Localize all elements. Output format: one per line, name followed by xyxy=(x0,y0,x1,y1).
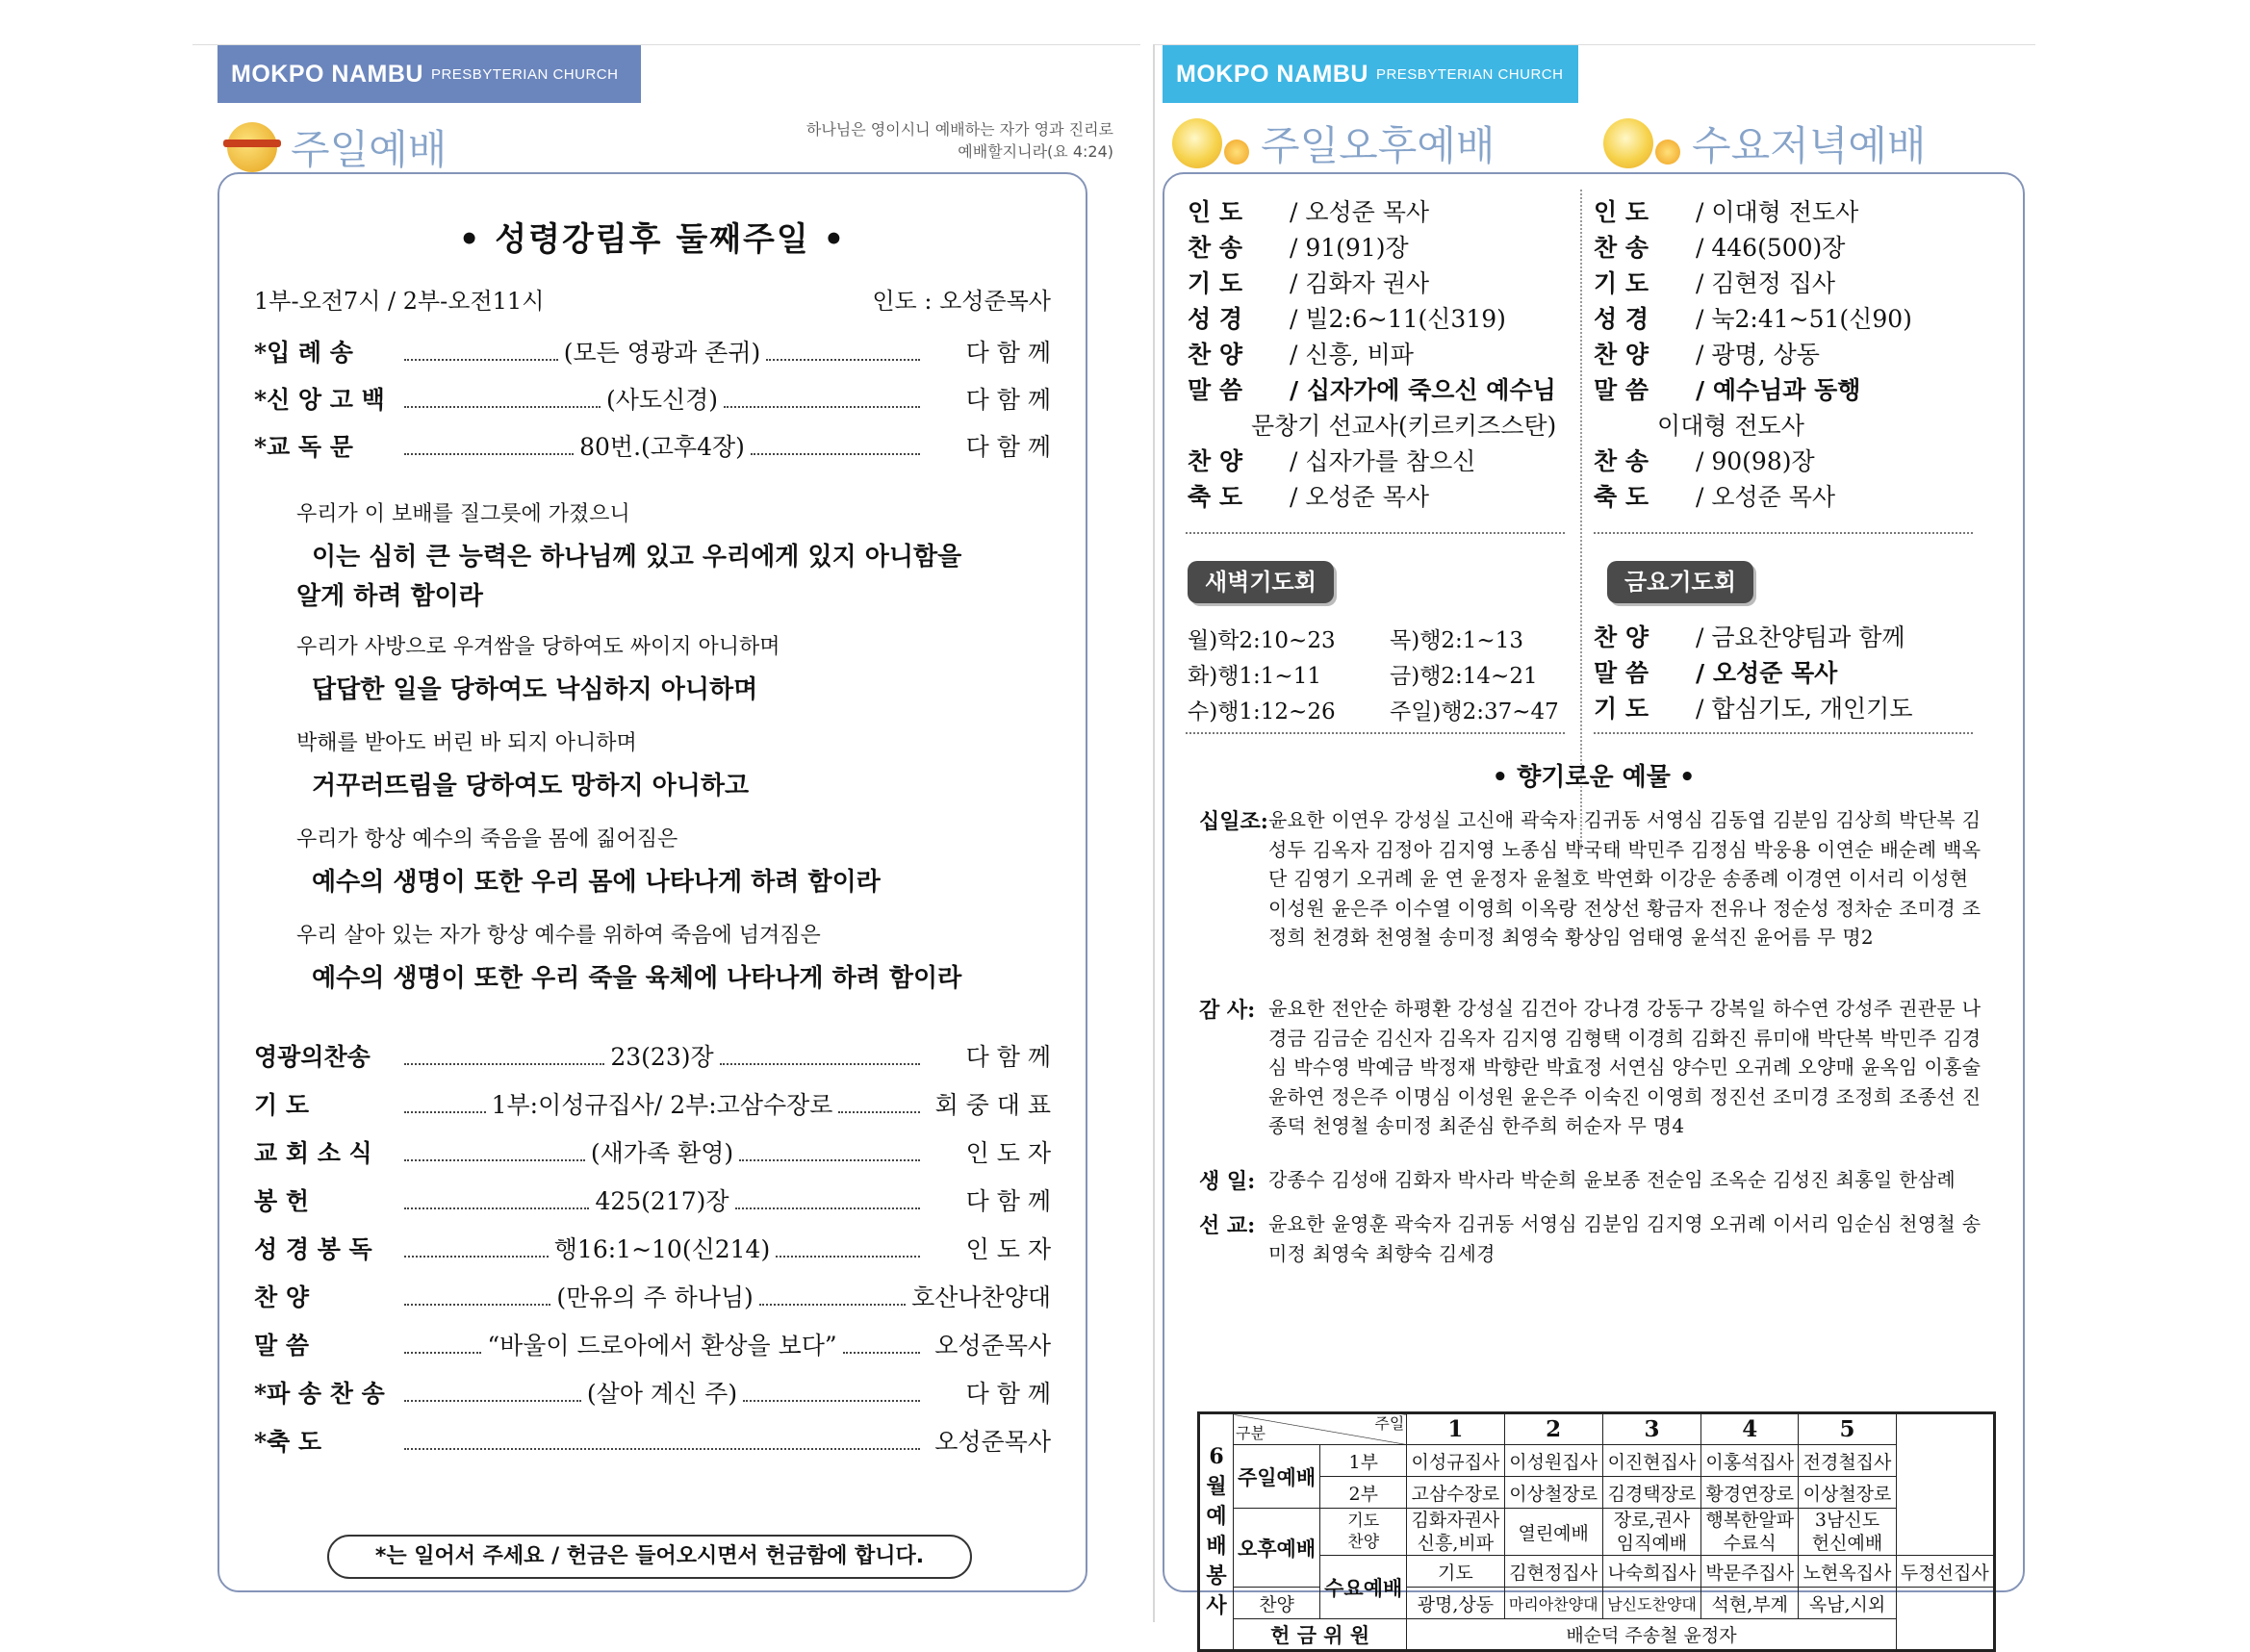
order-label: *신 앙 고 백 xyxy=(254,386,385,414)
scripture-verse xyxy=(806,118,1113,163)
sub-label: 2부 xyxy=(1320,1477,1407,1509)
order-value: / 김화자 권사 xyxy=(1290,269,1430,297)
banner-bold: MOKPO NAMBU xyxy=(1176,60,1368,88)
leader-dots xyxy=(838,1104,920,1113)
offering-group xyxy=(1199,1209,1984,1268)
leader-dots xyxy=(404,1055,604,1065)
friday-prayer-label: 금요기도회 xyxy=(1607,561,1753,603)
order-key: 말 씀 xyxy=(1188,376,1243,404)
leader-dots xyxy=(776,1248,920,1258)
order-value: / 김현정 집사 xyxy=(1696,269,1836,297)
order-value: / 십자가에 죽으신 예수님 xyxy=(1290,376,1556,404)
finance-label: 헌 금 위 원 xyxy=(1234,1619,1407,1651)
order-line xyxy=(1188,265,1556,300)
duty-cell: 남신도찬양대 xyxy=(1602,1588,1700,1619)
friday-order xyxy=(1594,619,1912,725)
order-value: / 91(91)장 xyxy=(1290,234,1409,262)
order-line xyxy=(1594,619,1912,654)
candle-small-icon xyxy=(1224,140,1249,165)
order-key: 말 씀 xyxy=(1594,659,1649,687)
corner-cell xyxy=(1234,1413,1407,1445)
sub-label xyxy=(1320,1509,1407,1556)
offering-type: 감 사: xyxy=(1199,998,1256,1023)
order-performer: 인 도 자 xyxy=(965,1139,1051,1167)
service-duty-table xyxy=(1197,1411,1996,1652)
reading-line: 예수의 생명이 또한 우리 죽을 육체에 나타나게 하려 함이라 xyxy=(312,964,962,993)
dawn-reading: 목)행2:1~13 xyxy=(1390,628,1523,653)
order-key: 찬 양 xyxy=(1594,341,1649,369)
duty-cell: 석현,부계 xyxy=(1701,1588,1799,1619)
order-value: / 90(98)장 xyxy=(1696,447,1815,475)
order-line xyxy=(1594,229,1912,265)
candle-small-icon xyxy=(1655,140,1680,165)
order-performer: 인 도 자 xyxy=(965,1235,1051,1263)
reading-line: 우리 살아 있는 자가 항상 예수를 위하여 죽음에 넘겨짐은 xyxy=(296,924,821,948)
order-item: “바울이 드로아에서 환상을 보다” xyxy=(487,1332,837,1360)
order-row xyxy=(254,1231,1051,1265)
order-value: / 금요찬양팀과 함께 xyxy=(1696,623,1905,651)
reading-line: 우리가 이 보배를 질그릇에 가졌으니 xyxy=(296,502,630,526)
duty-cell: 김경택장로 xyxy=(1602,1477,1700,1509)
duty-cell: 이성원집사 xyxy=(1504,1445,1602,1477)
order-line xyxy=(1188,371,1556,407)
offering-group xyxy=(1199,1165,1984,1195)
order-line xyxy=(1594,478,1912,514)
order-row xyxy=(254,334,1051,369)
duty-cell xyxy=(1701,1509,1799,1556)
dawn-reading: 화)행1:1~11 xyxy=(1188,664,1321,689)
week-header: 2 xyxy=(1504,1413,1602,1445)
order-label: 봉 헌 xyxy=(254,1187,310,1215)
leader-dots xyxy=(843,1344,920,1354)
duty-line: 수료식 xyxy=(1723,1533,1777,1554)
leader-dots xyxy=(404,1104,486,1113)
dawn-reading: 월)학2:10~23 xyxy=(1188,628,1336,653)
reading-line: 예수의 생명이 또한 우리 몸에 나타나게 하려 함이라 xyxy=(312,868,881,897)
service-times-row xyxy=(254,282,1051,316)
order-row xyxy=(254,1086,1051,1121)
candle-icon xyxy=(1603,118,1653,168)
sub-label: 1부 xyxy=(1320,1445,1407,1477)
order-performer: 다 함 께 xyxy=(965,386,1052,414)
order-line xyxy=(1594,443,1912,478)
duty-cell xyxy=(1602,1509,1700,1556)
leader-dots xyxy=(720,1055,920,1065)
afternoon-service-title: 주일오후예배 xyxy=(1261,122,1496,169)
church-banner-left xyxy=(217,45,641,103)
order-row xyxy=(254,1423,1051,1458)
duty-line: 헌신예배 xyxy=(1811,1533,1883,1554)
order-performer: 다 함 께 xyxy=(965,1043,1051,1071)
order-value: 문창기 선교사(키르키즈스탄) xyxy=(1251,412,1557,440)
order-performer: 오성준목사 xyxy=(934,1428,1051,1456)
reading-line: 이는 심히 큰 능력은 하나님께 있고 우리에게 있지 아니함을 xyxy=(312,543,962,572)
leader-dots xyxy=(759,1296,906,1306)
duty-cell xyxy=(1799,1509,1896,1556)
sunday-row-label: 주일예배 xyxy=(1234,1445,1320,1509)
leader-dots xyxy=(404,398,601,408)
order-key: 찬 양 xyxy=(1188,341,1243,369)
sub-label: 찬양 xyxy=(1234,1588,1320,1619)
order-performer: 호산나찬양대 xyxy=(911,1283,1052,1311)
order-line xyxy=(1594,407,1912,443)
wednesday-row-label: 수요예배 xyxy=(1320,1556,1407,1619)
order-key: 기 도 xyxy=(1594,695,1649,723)
order-item: (살아 계신 주) xyxy=(586,1380,738,1408)
divider xyxy=(1186,532,1565,534)
order-line xyxy=(1594,193,1912,229)
order-performer: 다 함 께 xyxy=(965,433,1051,461)
verse-line: 하나님은 영이시니 예배하는 자가 영과 진리로 xyxy=(805,120,1113,139)
order-value: / 446(500)장 xyxy=(1696,234,1846,262)
reading-line: 박해를 받아도 버린 바 되지 아니하며 xyxy=(296,731,637,755)
dawn-reading: 수)행1:12~26 xyxy=(1188,699,1336,724)
duty-line: 김화자권사 xyxy=(1411,1510,1500,1531)
order-key: 인 도 xyxy=(1594,198,1649,226)
order-key: 성 경 xyxy=(1188,305,1243,333)
order-performer: 다 함 께 xyxy=(965,1187,1051,1215)
offering-group xyxy=(1199,805,1984,953)
order-value: / 오성준 목사 xyxy=(1696,659,1838,687)
order-key: 찬 양 xyxy=(1594,623,1649,651)
duty-cell: 고삼수장로 xyxy=(1407,1477,1504,1509)
order-row xyxy=(254,1134,1051,1169)
wednesday-service-title: 수요저녁예배 xyxy=(1692,122,1927,169)
offering-type: 십일조: xyxy=(1199,809,1268,834)
order-key: 기 도 xyxy=(1594,269,1649,297)
reading-line: 답답한 일을 당하여도 낙심하지 아니하며 xyxy=(312,675,758,704)
leader-dots xyxy=(751,445,920,455)
order-key: 인 도 xyxy=(1188,198,1243,226)
order-value: / 오성준 목사 xyxy=(1290,483,1430,511)
order-label: *파 송 찬 송 xyxy=(254,1380,385,1408)
duty-cell: 노현옥집사 xyxy=(1799,1556,1896,1588)
leader-dots xyxy=(404,1200,589,1209)
corner-bottom: 구분 xyxy=(1236,1424,1266,1442)
leader-dots xyxy=(724,398,920,408)
church-banner-right xyxy=(1163,45,1578,103)
order-label: *교 독 문 xyxy=(254,433,353,461)
duty-line: 장로,권사 xyxy=(1613,1510,1691,1531)
dawn-reading: 금)행2:14~21 xyxy=(1390,664,1538,689)
offering-group xyxy=(1199,994,1984,1141)
duty-line: 신흥,비파 xyxy=(1417,1533,1495,1554)
left-page xyxy=(192,44,1140,1603)
sunday-service-heading xyxy=(227,118,447,176)
banner-bold: MOKPO NAMBU xyxy=(231,60,423,88)
week-header: 4 xyxy=(1701,1413,1799,1445)
wednesday-service-heading xyxy=(1603,114,1926,172)
dawn-row xyxy=(1188,623,1559,658)
order-value: / 오성준 목사 xyxy=(1696,483,1836,511)
order-value: / 십자가를 참으신 xyxy=(1290,447,1476,475)
reading-line: 거꾸러뜨림을 당하여도 망하지 아니하고 xyxy=(312,772,750,801)
leader-dots xyxy=(404,1296,550,1306)
order-value: / 예수님과 동행 xyxy=(1696,376,1861,404)
duty-cell: 이진현집사 xyxy=(1602,1445,1700,1477)
banner-small: PRESBYTERIAN CHURCH xyxy=(1375,65,1564,83)
order-row xyxy=(254,428,1051,463)
order-key: 찬 송 xyxy=(1188,234,1243,262)
leader-dots xyxy=(404,1344,481,1354)
divider xyxy=(1594,732,1973,734)
order-key: 말 씀 xyxy=(1594,376,1649,404)
order-line xyxy=(1188,229,1556,265)
order-key: 축 도 xyxy=(1188,483,1243,511)
corner-top: 주일 xyxy=(1374,1414,1405,1433)
order-value: / 신흥, 비파 xyxy=(1290,341,1414,369)
sub-label-praise: 찬양 xyxy=(1347,1533,1380,1552)
leader-dots xyxy=(404,1392,581,1402)
divider xyxy=(1186,732,1565,734)
order-line xyxy=(1594,300,1912,336)
order-label: 교 회 소 식 xyxy=(254,1139,372,1167)
order-key: 찬 송 xyxy=(1594,234,1649,262)
duty-cell: 이상철장로 xyxy=(1799,1477,1896,1509)
candle-icon xyxy=(1172,118,1222,168)
leader-dots xyxy=(743,1392,920,1402)
order-value: / 합심기도, 개인기도 xyxy=(1696,695,1913,723)
order-label: *입 례 송 xyxy=(254,339,353,367)
order-line xyxy=(1188,478,1556,514)
divider xyxy=(1594,532,1973,534)
order-line xyxy=(1594,336,1912,371)
order-row xyxy=(254,1327,1051,1361)
order-line xyxy=(1594,265,1912,300)
afternoon-row-label: 오후예배 xyxy=(1234,1509,1320,1588)
offering-names: 윤요한 전안순 하평환 강성실 김건아 강나경 강동구 강복일 하수연 강성주 권관문 나경금 김금순 김신자 김옥자 김지영 김형택 이경희 김화진 류미애 박단복 박민주 김경심 박수영 박예금 박정재 박향란 박효정 서연심 양수민 오귀례 오양매 윤옥임 이홍술 윤하연 정은주 이명심 이성원 윤은주 이숙진 이영희 정진선 조미경 조정희 조종선 진종덕 천영철 송미정 최준심 한주희 허순자 무 명4 xyxy=(1268,997,1982,1137)
order-key: 기 도 xyxy=(1188,269,1243,297)
order-performer: 오성준목사 xyxy=(934,1332,1052,1360)
order-value: / 오성준 목사 xyxy=(1290,198,1430,226)
order-line xyxy=(1188,300,1556,336)
sunday-order-box xyxy=(217,172,1087,1592)
offering-type: 선 교: xyxy=(1199,1213,1256,1238)
order-item: 행16:1~10(신214) xyxy=(553,1235,771,1263)
finance-members: 배순덕 주송철 윤정자 xyxy=(1407,1619,1896,1651)
order-performer: 다 함 께 xyxy=(965,1380,1051,1408)
order-key: 성 경 xyxy=(1594,305,1649,333)
order-value: / 광명, 상동 xyxy=(1696,341,1820,369)
order-performer: 회 중 대 표 xyxy=(934,1091,1052,1119)
order-item: (사도신경) xyxy=(605,386,719,414)
order-label: 말 씀 xyxy=(254,1332,310,1360)
duty-cell: 이홍석집사 xyxy=(1701,1445,1799,1477)
order-line xyxy=(1188,443,1556,478)
order-line xyxy=(1594,654,1912,690)
order-key: 찬 양 xyxy=(1188,447,1243,475)
offering-names: 강종수 김성애 김화자 박사라 박순희 윤보종 전순임 조옥순 김성진 최홍일 한삼례 xyxy=(1268,1168,1956,1191)
dawn-prayer-label: 새벽기도회 xyxy=(1188,561,1334,603)
duty-line: 3남신도 xyxy=(1814,1510,1880,1531)
month-label-cell xyxy=(1199,1413,1234,1651)
duty-cell: 열린예배 xyxy=(1504,1509,1602,1556)
order-value: / 눅2:41~51(신90) xyxy=(1696,305,1912,333)
offering-type: 생 일: xyxy=(1199,1169,1256,1194)
reading-line: 우리가 항상 예수의 죽음을 몸에 짊어짐은 xyxy=(296,827,678,851)
order-item: 23(23)장 xyxy=(610,1043,714,1071)
order-label: 찬 양 xyxy=(254,1283,310,1311)
duty-cell: 박문주집사 xyxy=(1701,1556,1799,1588)
banner-small: PRESBYTERIAN CHURCH xyxy=(430,65,619,83)
dawn-schedule xyxy=(1188,623,1559,729)
leader-dots xyxy=(739,1152,920,1161)
leader-dots xyxy=(404,351,558,361)
offerings-heading: • 향기로운 예물 • xyxy=(1492,763,1696,792)
verse-line: 예배할지니라(요 4:24) xyxy=(958,142,1113,161)
order-item: (새가족 환영) xyxy=(590,1139,734,1167)
order-row xyxy=(254,381,1051,416)
leader-dots xyxy=(404,445,574,455)
duty-cell: 김현정집사 xyxy=(1504,1556,1602,1588)
duty-cell xyxy=(1407,1509,1504,1556)
order-label: 기 도 xyxy=(254,1091,310,1119)
leader-dots xyxy=(404,1248,549,1258)
sunday-service-title: 주일예배 xyxy=(291,126,447,173)
order-item: 425(217)장 xyxy=(595,1187,729,1215)
leader-dots xyxy=(404,1440,920,1450)
service-times: 1부-오전7시 / 2부-오전11시 xyxy=(254,288,545,315)
duty-line: 행복한알파 xyxy=(1705,1510,1795,1531)
order-line xyxy=(1188,193,1556,229)
order-row xyxy=(254,1038,1051,1073)
right-services-box xyxy=(1163,172,2025,1647)
month-label: 6 월 예 배 봉 사 xyxy=(1206,1444,1227,1618)
order-item: (모든 영광과 존귀) xyxy=(563,339,761,367)
order-item: 1부:이성규집사/ 2부:고삼수장로 xyxy=(491,1091,833,1119)
reading-line: 알게 하려 함이라 xyxy=(296,582,483,611)
order-label: *축 도 xyxy=(254,1428,322,1456)
offering-names: 윤요한 이연우 강성실 고신애 곽숙자 김귀동 서영심 김동엽 김분임 김상희 박단복 김성두 김옥자 김정아 김지영 노종심 박국태 박민주 김정심 박웅용 이연순 배순례 백옥단 김영기 오귀례 윤 연 윤정자 윤철호 박연화 이강운 송종례 이경연 이서리 이성현 이성원 윤은주 이수열 이영희 이옥랑 전상선 황금자 전유나 정순성 정차순 조미경 조정희 천경화 천영철 송미정 최영숙 황상임 엄태영 윤석진 윤어름 무 명2 xyxy=(1268,808,1982,949)
afternoon-order xyxy=(1188,193,1556,514)
order-row xyxy=(254,1375,1051,1410)
reading-line: 우리가 사방으로 우겨쌈을 당하여도 싸이지 아니하며 xyxy=(296,635,780,659)
order-value: / 이대형 전도사 xyxy=(1696,198,1859,226)
standing-note: *는 일어서 주세요 / 헌금은 들어오시면서 헌금함에 합니다. xyxy=(327,1535,972,1579)
sub-label: 기도 xyxy=(1407,1556,1504,1588)
week-header: 5 xyxy=(1799,1413,1896,1445)
order-item: 80번.(고후4장) xyxy=(579,433,745,461)
duty-cell: 전경철집사 xyxy=(1799,1445,1896,1477)
sub-label-prayer: 기도 xyxy=(1347,1512,1380,1531)
order-row xyxy=(254,1279,1051,1313)
sunday-heading: • 성령강림후 둘째주일 • xyxy=(458,220,847,259)
duty-cell: 나숙희집사 xyxy=(1602,1556,1700,1588)
dawn-reading: 주일)행2:37~47 xyxy=(1390,699,1559,724)
duty-cell: 광명,상동 xyxy=(1407,1588,1504,1619)
column-divider xyxy=(1580,190,1582,850)
duty-line: 임직예배 xyxy=(1616,1533,1688,1554)
duty-cell: 이상철장로 xyxy=(1504,1477,1602,1509)
duty-cell: 옥남,시외 xyxy=(1799,1588,1896,1619)
leader-dots xyxy=(735,1200,920,1209)
order-value: / 빌2:6~11(신319) xyxy=(1290,305,1506,333)
afternoon-service-heading xyxy=(1172,114,1495,172)
duty-cell: 마리아찬양대 xyxy=(1504,1588,1602,1619)
week-header: 1 xyxy=(1407,1413,1504,1445)
order-row xyxy=(254,1182,1051,1217)
order-label: 성 경 봉 독 xyxy=(254,1235,372,1263)
order-line xyxy=(1594,371,1912,407)
order-performer: 다 함 께 xyxy=(965,339,1052,367)
dawn-row xyxy=(1188,658,1559,694)
order-value: 이대형 전도사 xyxy=(1657,412,1804,440)
order-line xyxy=(1188,407,1556,443)
order-line xyxy=(1594,690,1912,725)
dawn-row xyxy=(1188,694,1559,729)
order-line xyxy=(1188,336,1556,371)
week-header: 3 xyxy=(1602,1413,1700,1445)
order-key: 찬 송 xyxy=(1594,447,1649,475)
leader-dots xyxy=(404,1152,585,1161)
duty-cell: 두정선집사 xyxy=(1896,1556,1994,1588)
order-key: 축 도 xyxy=(1594,483,1649,511)
offering-names: 윤요한 윤영훈 곽숙자 김귀동 서영심 김분임 김지영 오귀례 이서리 임순심 천영철 송미정 최영숙 최향숙 김세경 xyxy=(1268,1212,1982,1265)
order-label: 영광의찬송 xyxy=(254,1043,371,1071)
leader-dots xyxy=(766,351,920,361)
order-item: (만유의 주 하나님) xyxy=(556,1283,754,1311)
wednesday-order xyxy=(1594,193,1912,514)
right-page xyxy=(1155,44,2035,1647)
gift-icon xyxy=(227,122,277,172)
service-leader: 인도 : 오성준목사 xyxy=(872,288,1051,315)
duty-cell: 이성규집사 xyxy=(1407,1445,1504,1477)
duty-cell: 황경연장로 xyxy=(1701,1477,1799,1509)
